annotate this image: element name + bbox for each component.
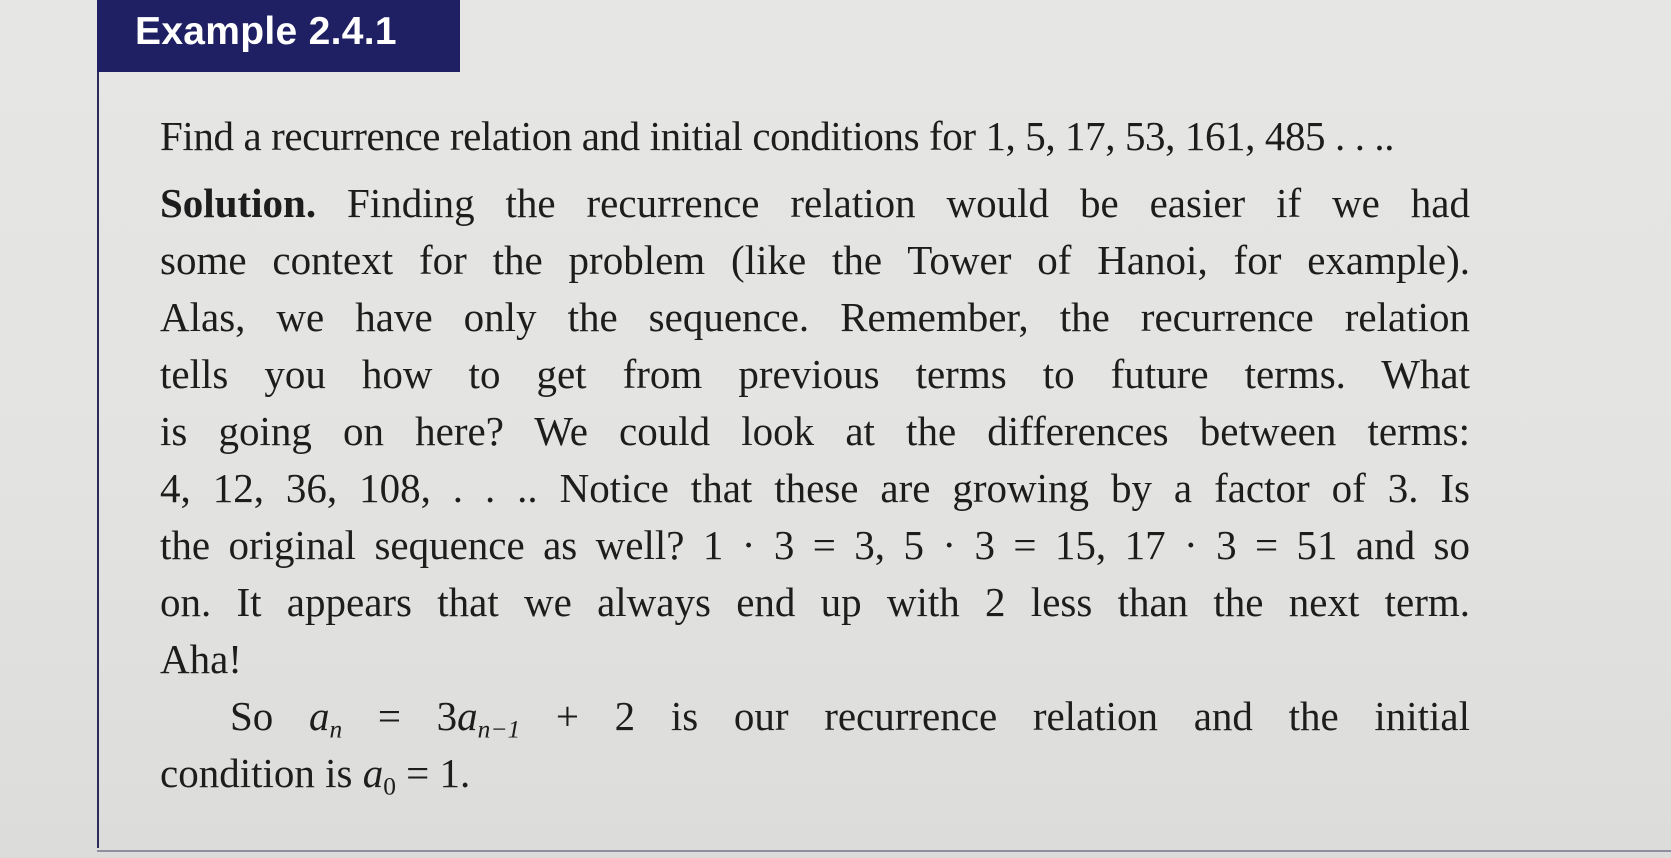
math-variable: a [362,750,384,796]
frame-bottom-rule [97,850,1671,852]
solution-line-text: Finding the recurrence relation would be easier if we had [316,180,1470,226]
math-subscript: n−1 [477,715,521,744]
conclusion-text: condition is [160,750,363,796]
math-variable: a [457,693,478,739]
solution-line: some context for the problem (like the Tower of Hanoi, for example). [160,237,1470,283]
solution-line: Alas, we have only the sequence. Remember, the recurrence relation [160,294,1470,340]
solution-line: is going on here? We could look at the differences between terms: [160,408,1470,454]
solution-line: Aha! [160,636,242,682]
example-title-tab [97,0,460,72]
conclusion-paragraph [160,688,1470,802]
conclusion-text: = 1. [395,750,471,796]
solution-paragraph [160,175,1470,688]
example-body [160,108,1470,802]
solution-line: the original sequence as well? 1 · 3 = 3, 5 · 3 = 15, 17 · 3 = 51 and so [160,522,1470,568]
math-text: = 3 [342,693,458,739]
problem-statement: Find a recurrence relation and initial conditions for 1, 5, 17, 53, 161, 485 . . .. [160,113,1395,159]
solution-label: Solution. [160,180,317,226]
conclusion-text: + 2 is our recurrence relation and the initial [520,693,1470,739]
math-subscript: 0 [383,772,396,801]
conclusion-text: So [230,693,309,739]
math-subscript: n [329,715,343,744]
example-title: Example 2.4.1 [135,10,397,53]
solution-line: tells you how to get from previous terms to future terms. What [160,351,1470,397]
conclusion-line [160,745,1470,802]
solution-line: on. It appears that we always end up with 2 less than the next term. [160,579,1470,625]
math-variable: a [308,693,330,739]
solution-line [160,175,1470,232]
solution-line: 4, 12, 36, 108, . . .. Notice that these are growing by a factor of 3. Is [160,465,1470,511]
conclusion-line [160,688,1470,745]
